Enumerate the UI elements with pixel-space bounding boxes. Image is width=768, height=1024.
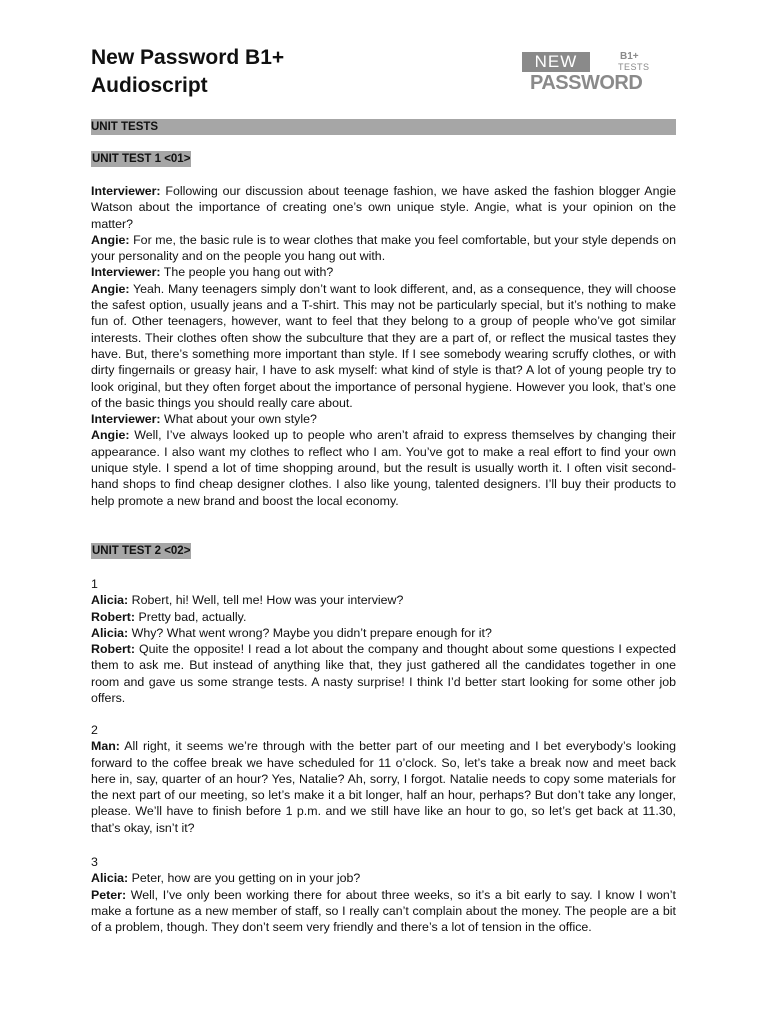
line-text: Robert, hi! Well, tell me! How was your interview?: [128, 593, 404, 608]
transcript-line: [91, 641, 676, 706]
line-text: Quite the opposite! I read a lot about the company and thought about some questions I expected them to ask me. But instead of anything like that, they just gathered all the candidates together in one room and gave us some strange tests. A nasty surprise! I think I’d better start looking for some other job offers.: [91, 642, 676, 706]
unit-test-2-heading: UNIT TEST 2 <02>: [92, 545, 191, 557]
line-text: Pretty bad, actually.: [135, 609, 247, 624]
logo-tests: TESTS: [618, 62, 650, 72]
line-text: All right, it seems we’re through with the better part of our meeting and I bet everybody’s looking forward to the coffee break we have scheduled for 11 o’clock. So, let’s take a break now and meet back here in, say, quarter of an hour? Yes, Natalie? Ah, sorry, I forgot. Natalie needs to copy some materials for the next part of our meeting, so let’s make it a bit longer, half an hour, perhaps? But don’t take any longer, please. We’ll have to finish before 1 p.m. and we still have like an hour to go, so let’s get back at 11.30, that’s okay, isn’t it?: [91, 739, 676, 835]
transcript-line: [91, 738, 676, 836]
document-title: [91, 44, 284, 100]
transcript-line: [91, 609, 676, 625]
line-text: For me, the basic rule is to wear clothes that make you feel comfortable, but your style depends on your personality and on the people you hang out with.: [91, 232, 676, 264]
line-text: Why? What went wrong? Maybe you didn’t prepare enough for it?: [128, 625, 492, 640]
speaker-label: Man:: [91, 739, 120, 754]
section-banner: UNIT TESTS: [91, 119, 676, 135]
unit-test-2-part-2: [91, 722, 676, 836]
speaker-label: Interviewer:: [91, 265, 161, 280]
speaker-label: Alicia:: [91, 625, 129, 640]
speaker-label: Peter:: [91, 887, 127, 902]
new-password-logo: [522, 50, 656, 94]
line-text: The people you hang out with?: [160, 265, 334, 280]
unit-test-2-part-1: [91, 576, 676, 706]
transcript-line: [91, 411, 676, 427]
part-number: 2: [91, 723, 98, 737]
line-text: Yeah. Many teenagers simply don’t want to look different, and, as a consequence, they will choose the safest option, usually jeans and a T-shirt. This may not be particularly special, but it’s nothing to make fun of. Other teenagers, however, want to feel that they belong to a group of people who’ve got similar interests. Their clothes often show the subculture that they are a part of, or reflect the musical tastes they have. But, there’s something more important than style. If I see somebody wearing scruffy clothes, or with dirty fingernails or greasy hair, I have to ask myself: what kind of style is that? A lot of young people try to look original, but they often forget about the importance of personal hygiene. However you look, that’s one of the basic things you should really care about.: [91, 281, 676, 410]
transcript-line: [91, 870, 676, 886]
speaker-label: Robert:: [91, 609, 136, 624]
transcript-line: [91, 264, 676, 280]
line-text: Well, I’ve always looked up to people who aren’t afraid to express themselves by changing their appearance. I also want my clothes to reflect who I am. You’ve got to make a real effort to find your own unique style. I spend a lot of time shopping around, but the result is usually worth it. I often visit second-hand shops to find cheap designer clothes. I also like young, talented designers. I’ll buy their products to help promote a new brand and boost the local economy.: [91, 428, 676, 508]
transcript-line: [91, 592, 676, 608]
line-text: Well, I’ve only been working there for about three weeks, so it’s a bit early to say. I know I won’t make a fortune as a new member of staff, so I really can’t complain about the money. The people are a bit of a problem, though. They don’t seem very friendly and there’s a lot of tension in the office.: [91, 887, 676, 935]
line-text: Following our discussion about teenage fashion, we have asked the fashion blogger Angie Watson about the importance of creating one’s own unique style. Angie, what is your opinion on the matter?: [91, 184, 676, 231]
logo-new-box: NEW: [522, 52, 590, 72]
line-text: Peter, how are you getting on in your job?: [128, 871, 361, 886]
part-number: 1: [91, 577, 98, 591]
unit-test-1-transcript: [91, 183, 676, 509]
speaker-label: Interviewer:: [91, 184, 161, 198]
speaker-label: Angie:: [91, 428, 130, 443]
speaker-label: Angie:: [91, 281, 130, 296]
speaker-label: Angie:: [91, 232, 130, 247]
speaker-label: Alicia:: [91, 871, 129, 886]
line-text: What about your own style?: [160, 412, 317, 427]
transcript-line: [91, 183, 676, 232]
logo-password: PASSWORD: [530, 72, 643, 94]
title-line-2: Audioscript: [91, 74, 208, 97]
speaker-label: Interviewer:: [91, 412, 161, 427]
part-number: 3: [91, 855, 98, 869]
transcript-line: [91, 281, 676, 411]
transcript-line: [91, 427, 676, 508]
unit-test-2-part-3: [91, 854, 676, 935]
transcript-line: [91, 625, 676, 641]
title-line-1: New Password B1+: [91, 46, 285, 69]
speaker-label: Robert:: [91, 642, 136, 657]
transcript-line: [91, 887, 676, 936]
speaker-label: Alicia:: [91, 593, 129, 608]
transcript-line: [91, 232, 676, 265]
logo-level: B1+: [620, 51, 639, 62]
unit-test-1-heading: UNIT TEST 1 <01>: [92, 153, 191, 165]
